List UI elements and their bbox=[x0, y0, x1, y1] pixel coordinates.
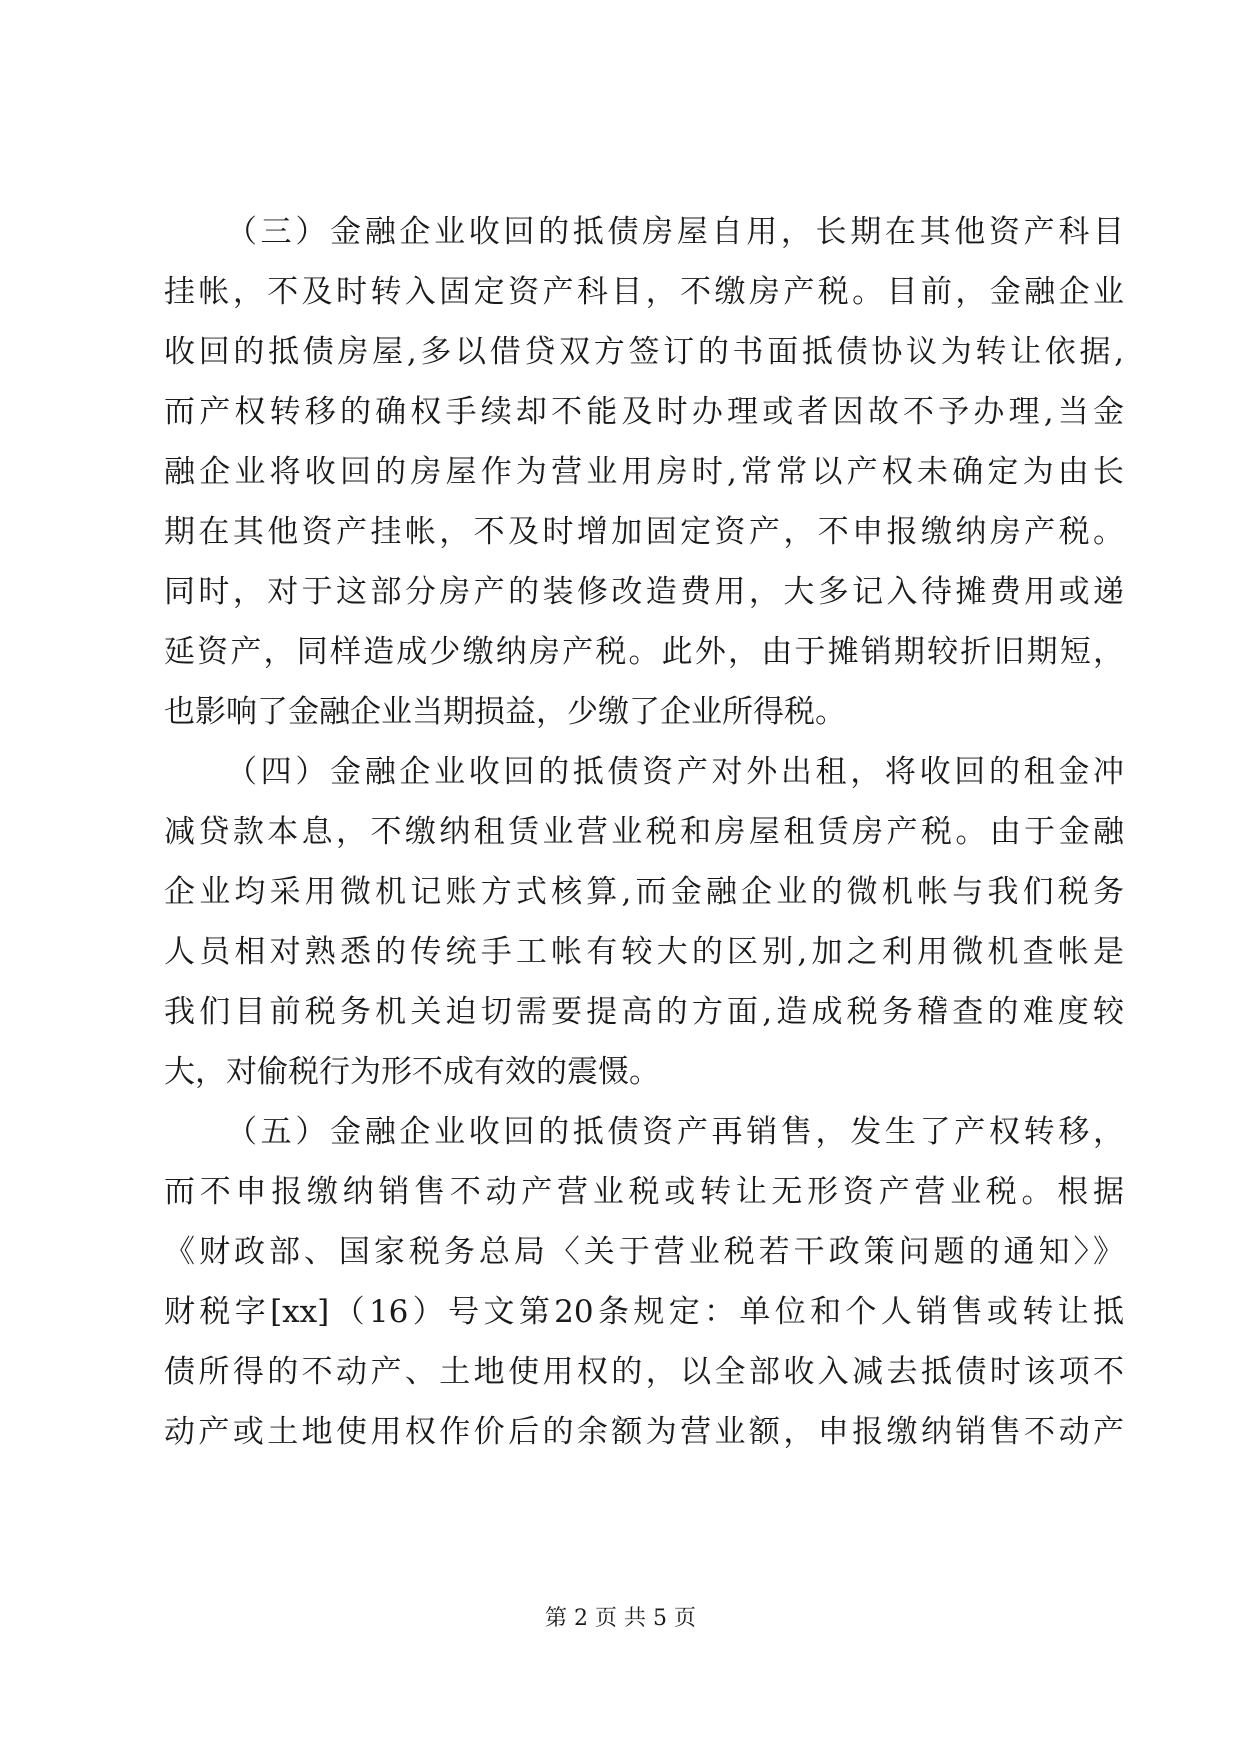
paragraph-4-line-2: 减贷款本息，不缴纳租赁业营业税和房屋租赁房产税。由于金融 bbox=[164, 814, 1124, 850]
paragraph-5-line-4: 财税字[xx]（16）号文第20条规定：单位和个人销售或转让抵 bbox=[164, 1294, 1124, 1330]
paragraph-3-line-8: 延资产，同样造成少缴纳房产税。此外，由于摊销期较折旧期短， bbox=[164, 634, 1124, 670]
paragraph-4-line-5: 我们目前税务机关迫切需要提高的方面,造成税务稽查的难度较 bbox=[164, 994, 1124, 1030]
paragraph-3-line-1: （三）金融企业收回的抵债房屋自用，长期在其他资产科目 bbox=[226, 214, 1124, 250]
paragraph-4-line-1: （四）金融企业收回的抵债资产对外出租，将收回的租金冲 bbox=[226, 754, 1124, 790]
paragraph-3-line-3: 收回的抵债房屋,多以借贷双方签订的书面抵债协议为转让依据, bbox=[164, 334, 1124, 370]
paragraph-5-line-1: （五）金融企业收回的抵债资产再销售，发生了产权转移， bbox=[226, 1114, 1124, 1150]
paragraph-5-line-6: 动产或土地使用权作价后的余额为营业额，申报缴纳销售不动产 bbox=[164, 1414, 1124, 1450]
page-number-footer: 第 2 页 共 5 页 bbox=[545, 1606, 696, 1631]
paragraph-3-line-4: 而产权转移的确权手续却不能及时办理或者因故不予办理,当金 bbox=[164, 394, 1124, 430]
paragraph-3-line-2: 挂帐，不及时转入固定资产科目，不缴房产税。目前，金融企业 bbox=[164, 274, 1124, 310]
paragraph-3-line-9: 也影响了金融企业当期损益，少缴了企业所得税。 bbox=[164, 694, 846, 730]
paragraph-3-line-5: 融企业将收回的房屋作为营业用房时,常常以产权未确定为由长 bbox=[164, 454, 1124, 490]
paragraph-3-line-6: 期在其他资产挂帐，不及时增加固定资产，不申报缴纳房产税。 bbox=[164, 514, 1124, 550]
paragraph-5-line-2: 而不申报缴纳销售不动产营业税或转让无形资产营业税。根据 bbox=[164, 1174, 1124, 1210]
paragraph-5-line-3: 《财政部、国家税务总局〈关于营业税若干政策问题的通知〉》 bbox=[164, 1234, 1124, 1270]
paragraph-4-line-6: 大，对偷税行为形不成有效的震慑。 bbox=[164, 1054, 660, 1090]
paragraph-4-line-4: 人员相对熟悉的传统手工帐有较大的区别,加之利用微机查帐是 bbox=[164, 934, 1124, 970]
paragraph-3-line-7: 同时，对于这部分房产的装修改造费用，大多记入待摊费用或递 bbox=[164, 574, 1124, 610]
paragraph-4-line-3: 企业均采用微机记账方式核算,而金融企业的微机帐与我们税务 bbox=[164, 874, 1124, 910]
paragraph-5-line-5: 债所得的不动产、土地使用权的，以全部收入减去抵债时该项不 bbox=[164, 1354, 1124, 1390]
